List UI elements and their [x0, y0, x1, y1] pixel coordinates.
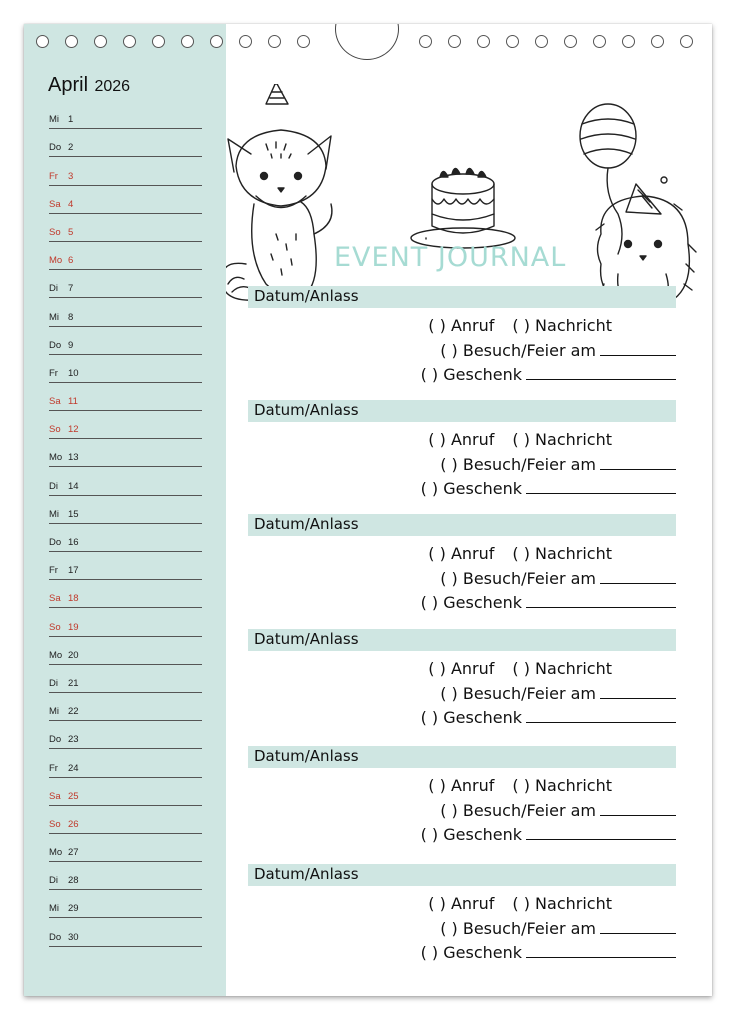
- day-row: [49, 242, 202, 270]
- contact-options: [428, 316, 676, 335]
- entry-header: Datum/Anlass: [254, 401, 359, 419]
- day-number: 28: [68, 875, 79, 887]
- day-number: 17: [68, 565, 79, 577]
- day-of-week: Mi: [49, 114, 60, 126]
- entry-header: Datum/Anlass: [254, 747, 359, 765]
- call-option[interactable]: ( ) Anruf: [428, 316, 495, 335]
- day-row: [49, 918, 202, 946]
- binding-hole: [36, 35, 49, 48]
- day-number: 29: [68, 903, 79, 915]
- binding-hole: [564, 35, 577, 48]
- day-row: [49, 298, 202, 326]
- binding-hole: [268, 35, 281, 48]
- entry-header: Datum/Anlass: [254, 515, 359, 533]
- message-option[interactable]: ( ) Nachricht: [512, 776, 612, 795]
- binding-hole: [593, 35, 606, 48]
- gift-blank[interactable]: [526, 364, 676, 380]
- binding-hole: [239, 35, 252, 48]
- day-number: 21: [68, 677, 79, 689]
- day-of-week: Di: [49, 677, 58, 689]
- gift-blank[interactable]: [526, 478, 676, 494]
- day-row: [49, 721, 202, 749]
- gift-line: [421, 942, 676, 962]
- day-number: 19: [68, 621, 79, 633]
- message-option[interactable]: ( ) Nachricht: [512, 430, 612, 449]
- gift-blank[interactable]: [526, 824, 676, 840]
- call-option[interactable]: ( ) Anruf: [428, 430, 495, 449]
- day-number: 13: [68, 452, 79, 464]
- contact-options: [428, 659, 676, 678]
- day-of-week: Di: [49, 480, 58, 492]
- day-of-week: Mi: [49, 706, 60, 718]
- day-of-week: Sa: [49, 198, 61, 210]
- day-number: 20: [68, 649, 79, 661]
- message-option[interactable]: ( ) Nachricht: [512, 659, 612, 678]
- message-option[interactable]: ( ) Nachricht: [512, 894, 612, 913]
- day-number: 18: [68, 593, 79, 605]
- binding-hole: [448, 35, 461, 48]
- day-number: 3: [68, 170, 74, 182]
- binding-hole: [94, 35, 107, 48]
- day-of-week: Sa: [49, 396, 61, 408]
- binding-hole: [419, 35, 432, 48]
- month-name: April: [48, 74, 89, 96]
- journal-entry: [248, 514, 676, 612]
- entry-header: Datum/Anlass: [254, 865, 359, 883]
- day-of-week: Mi: [49, 903, 60, 915]
- calendar-sidebar: [24, 24, 226, 996]
- day-number: 8: [68, 311, 74, 323]
- visit-date-blank[interactable]: [600, 918, 676, 934]
- day-number: 7: [68, 283, 74, 295]
- gift-option[interactable]: ( ) Geschenk: [420, 479, 522, 498]
- day-number: 4: [68, 198, 74, 210]
- day-of-week: So: [49, 818, 61, 830]
- day-of-week: Fr: [49, 762, 58, 774]
- gift-line: [421, 707, 676, 727]
- visit-line: [440, 683, 676, 703]
- call-option[interactable]: ( ) Anruf: [428, 894, 495, 913]
- day-of-week: So: [49, 424, 61, 436]
- binding-hole: [477, 35, 490, 48]
- day-of-week: So: [49, 226, 61, 238]
- gift-option[interactable]: ( ) Geschenk: [420, 825, 522, 844]
- day-row: [49, 214, 202, 242]
- binding-hole: [535, 35, 548, 48]
- entry-header-band: [248, 400, 676, 422]
- gift-option[interactable]: ( ) Geschenk: [420, 365, 522, 384]
- illustration: [226, 84, 712, 314]
- contact-options: [428, 430, 676, 449]
- day-number: 1: [68, 114, 74, 126]
- binding-hole: [297, 35, 310, 48]
- journal-title: EVENT JOURNAL: [334, 242, 567, 273]
- day-row: [49, 749, 202, 777]
- binding-hole: [65, 35, 78, 48]
- day-row: [49, 186, 202, 214]
- day-row: [49, 467, 202, 495]
- day-row: [49, 608, 202, 636]
- day-of-week: So: [49, 621, 61, 633]
- entry-header: Datum/Anlass: [254, 630, 359, 648]
- day-of-week: Do: [49, 734, 62, 746]
- visit-line: [440, 340, 676, 360]
- day-row: [49, 101, 202, 129]
- day-row: [49, 411, 202, 439]
- day-number: 25: [68, 790, 79, 802]
- day-number: 14: [68, 480, 79, 492]
- visit-option[interactable]: ( ) Besuch/Feier am: [440, 455, 596, 474]
- day-row: [49, 806, 202, 834]
- visit-option[interactable]: ( ) Besuch/Feier am: [440, 684, 596, 703]
- message-option[interactable]: ( ) Nachricht: [512, 316, 612, 335]
- binding-hole: [506, 35, 519, 48]
- day-number: 24: [68, 762, 79, 774]
- day-row: [49, 862, 202, 890]
- day-of-week: Fr: [49, 367, 58, 379]
- day-of-week: Mo: [49, 255, 63, 267]
- day-number: 27: [68, 847, 79, 859]
- day-number: 5: [68, 226, 74, 238]
- day-row: [49, 439, 202, 467]
- day-number: 26: [68, 818, 79, 830]
- day-row: [49, 327, 202, 355]
- gift-blank[interactable]: [526, 942, 676, 958]
- visit-option[interactable]: ( ) Besuch/Feier am: [440, 569, 596, 588]
- visit-date-blank[interactable]: [600, 454, 676, 470]
- call-option[interactable]: ( ) Anruf: [428, 544, 495, 563]
- cake-icon: [411, 169, 515, 249]
- day-row: [49, 552, 202, 580]
- day-of-week: Fr: [49, 565, 58, 577]
- day-of-week: Di: [49, 283, 58, 295]
- gift-line: [421, 364, 676, 384]
- journal-entry: [248, 746, 676, 844]
- journal-entry: [248, 864, 676, 962]
- day-of-week: Do: [49, 339, 62, 351]
- visit-date-blank[interactable]: [600, 568, 676, 584]
- journal-entry: [248, 400, 676, 498]
- day-of-week: Mo: [49, 847, 63, 859]
- entry-header-band: [248, 286, 676, 308]
- binding-hole: [622, 35, 635, 48]
- day-row: [49, 496, 202, 524]
- day-row: [49, 693, 202, 721]
- gift-option[interactable]: ( ) Geschenk: [420, 708, 522, 727]
- day-number: 23: [68, 734, 79, 746]
- day-of-week: Do: [49, 537, 62, 548]
- call-option[interactable]: ( ) Anruf: [428, 776, 495, 795]
- day-number: 10: [68, 367, 79, 379]
- gift-line: [421, 478, 676, 498]
- visit-option[interactable]: ( ) Besuch/Feier am: [440, 801, 596, 820]
- binding-hole: [181, 35, 194, 48]
- day-number: 30: [68, 931, 79, 943]
- day-number: 9: [68, 339, 74, 351]
- day-of-week: Mi: [49, 311, 60, 323]
- day-row: [49, 778, 202, 806]
- day-row: [49, 129, 202, 157]
- visit-date-blank[interactable]: [600, 340, 676, 356]
- day-of-week: Fr: [49, 170, 58, 182]
- visit-option[interactable]: ( ) Besuch/Feier am: [440, 919, 596, 938]
- day-of-week: Do: [49, 931, 62, 943]
- day-number: 6: [68, 255, 74, 267]
- binding-hole: [651, 35, 664, 48]
- day-row: [49, 270, 202, 298]
- journal-entry: [248, 286, 676, 384]
- visit-line: [440, 800, 676, 820]
- day-of-week: Mi: [49, 508, 60, 520]
- entry-header: Datum/Anlass: [254, 287, 359, 305]
- day-number: 22: [68, 706, 79, 718]
- month-heading: [48, 74, 130, 97]
- gift-line: [421, 824, 676, 844]
- day-row: [49, 890, 202, 918]
- contact-options: [428, 544, 676, 563]
- day-row: [49, 580, 202, 608]
- gift-option[interactable]: ( ) Geschenk: [420, 943, 522, 962]
- contact-options: [428, 776, 676, 795]
- call-option[interactable]: ( ) Anruf: [428, 659, 495, 678]
- entry-header-band: [248, 864, 676, 886]
- day-of-week: Di: [49, 875, 58, 887]
- hedgehog-icon: [580, 104, 696, 304]
- day-row: [49, 637, 202, 665]
- day-of-week: Mo: [49, 649, 63, 661]
- entry-header-band: [248, 746, 676, 768]
- fox-icon: [226, 84, 332, 300]
- day-row: [49, 157, 202, 185]
- entry-header-band: [248, 629, 676, 651]
- day-number: 12: [68, 424, 79, 436]
- day-list: [49, 101, 202, 947]
- day-row: [49, 834, 202, 862]
- contact-options: [428, 894, 676, 913]
- year: 2026: [94, 78, 131, 95]
- day-row: [49, 355, 202, 383]
- day-number: 2: [68, 142, 74, 154]
- day-row: [49, 383, 202, 411]
- day-of-week: Do: [49, 142, 62, 154]
- day-number: 15: [68, 508, 79, 520]
- gift-blank[interactable]: [526, 707, 676, 723]
- journal-entry: [248, 629, 676, 727]
- binding-hole: [210, 35, 223, 48]
- binding-hole: [680, 35, 693, 48]
- visit-date-blank[interactable]: [600, 800, 676, 816]
- day-number: 16: [68, 537, 79, 548]
- visit-option[interactable]: ( ) Besuch/Feier am: [440, 341, 596, 360]
- message-option[interactable]: ( ) Nachricht: [512, 544, 612, 563]
- binding-hole: [152, 35, 165, 48]
- calendar-page: [24, 24, 712, 996]
- visit-line: [440, 568, 676, 588]
- visit-date-blank[interactable]: [600, 683, 676, 699]
- day-number: 11: [68, 396, 78, 408]
- binding-holes: [24, 24, 712, 64]
- gift-blank[interactable]: [526, 592, 676, 608]
- day-row: [49, 524, 202, 552]
- day-of-week: Sa: [49, 790, 61, 802]
- binding-hole: [123, 35, 136, 48]
- day-of-week: Sa: [49, 593, 61, 605]
- gift-line: [421, 592, 676, 612]
- entry-header-band: [248, 514, 676, 536]
- visit-line: [440, 918, 676, 938]
- day-row: [49, 665, 202, 693]
- hanger-cutout: [335, 24, 399, 60]
- visit-line: [440, 454, 676, 474]
- day-of-week: Mo: [49, 452, 63, 464]
- gift-option[interactable]: ( ) Geschenk: [420, 593, 522, 612]
